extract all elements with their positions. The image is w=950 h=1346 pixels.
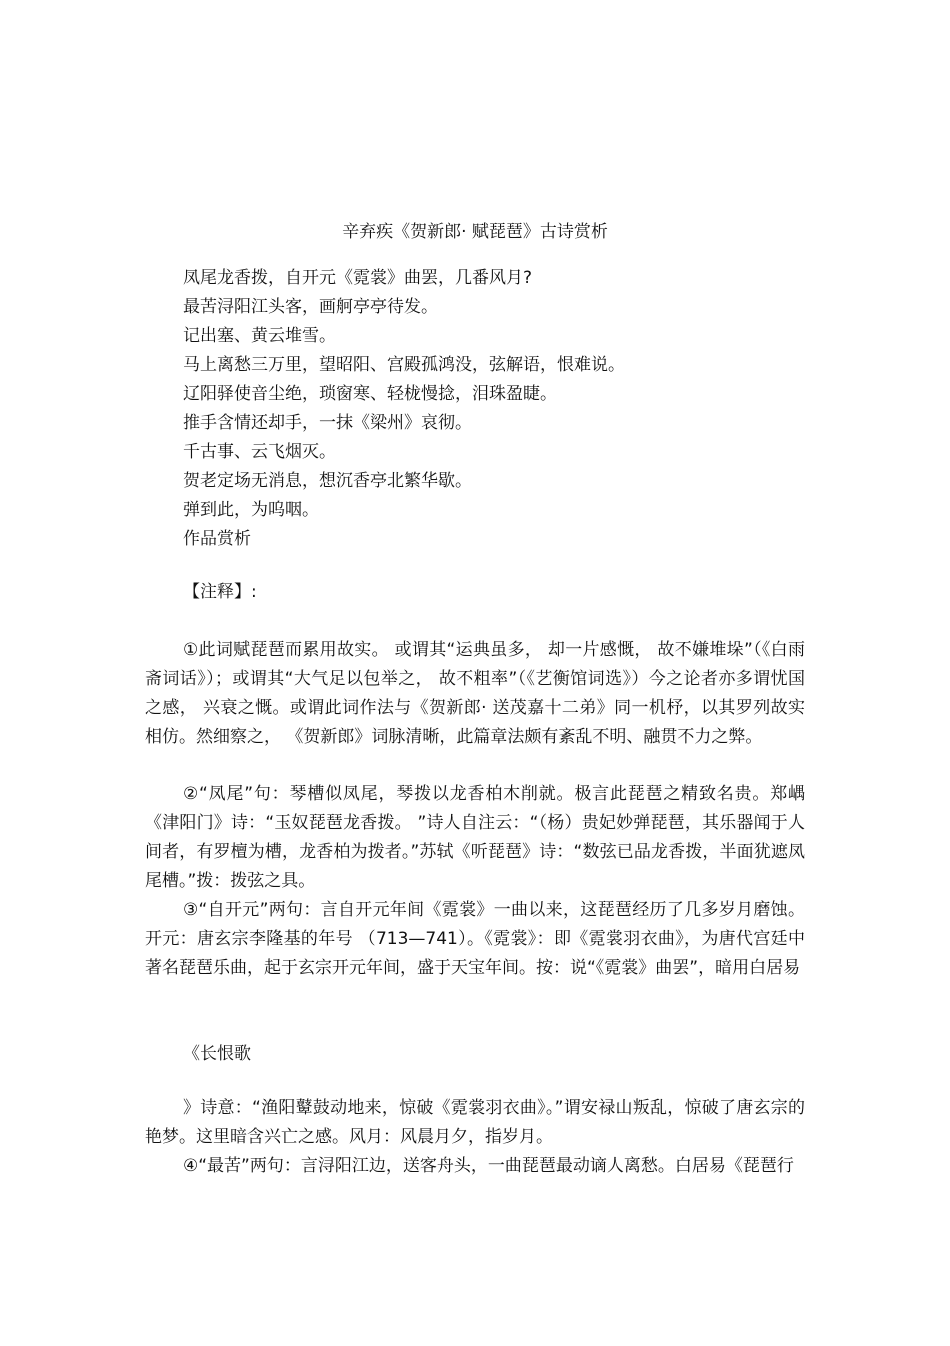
- poem-line: 弹到此，为呜咽。: [183, 500, 319, 520]
- poem-line: 最苦浔阳江头客，画舸亭亭待发。: [183, 297, 438, 317]
- poem-line: 马上离愁三万里，望昭阳、宫殿孤鸿没，弦解语，恨难说。: [183, 355, 625, 375]
- note-paragraph-2: ②“凤尾”句：琴槽似凤尾，琴拨以龙香柏木削就。极言此琵琶之精致名贵。郑嵎《津阳门》诗：“玉奴琵琶龙香拨。 ”诗人自注云：“（杨）贵妃妙弹琵琶，其乐器闻于人间者，有罗檀为槽，龙香柏为拨者。”苏轼《听琵琶》诗：“数弦已品龙香拨，半面犹遮凤尾槽。”拨：拨弦之具。: [145, 784, 805, 891]
- poem-line: 凤尾龙香拨，自开元《霓裳》曲罢，几番风月?: [183, 268, 533, 288]
- note-paragraph-1: ①此词赋琵琶而累用故实。 或谓其“运典虽多， 却一片感慨， 故不嫌堆垛”（《白雨斋词话》）；或谓其“大气足以包举之， 故不粗率”（《艺衡馆词选》）今之论者亦多谓忧国之感， 兴衰之慨。或谓此词作法与《贺新郎· 送茂嘉十二弟》同一机杼，以其罗列故实相仿。然细察之， 《贺新郎》词脉清晰，此篇章法颇有紊乱不明、融贯不力之弊。: [145, 640, 805, 747]
- section-heading-appreciation: 作品赏析: [183, 529, 251, 549]
- note-fragment-title: 《长恨歌: [183, 1044, 251, 1064]
- poem-line: 推手含情还却手，一抹《梁州》哀彻。: [183, 413, 472, 433]
- note-paragraph-4: ④“最苦”两句：言浔阳江边，送客舟头，一曲琵琶最动谪人离愁。白居易《琵琶行: [183, 1156, 794, 1176]
- poem-line: 记出塞、黄云堆雪。: [183, 326, 336, 346]
- poem-line: 千古事、云飞烟灭。: [183, 442, 336, 462]
- note-paragraph-3: ③“自开元”两句：言自开元年间《霓裳》一曲以来，这琵琶经历了几多岁月磨蚀。开元：唐玄宗李隆基的年号 （713—741）。《霓裳》：即《霓裳羽衣曲》，为唐代宫廷中著名琵琶乐曲，起于玄宗开元年间，盛于天宝年间。按：说“《霓裳》曲罢”，暗用白居易: [145, 900, 805, 978]
- poem-line: 贺老定场无消息，想沉香亭北繁华歇。: [183, 471, 472, 491]
- note-paragraph-3-continued: 》诗意：“渔阳鼙鼓动地来，惊破《霓裳羽衣曲》。”谓安禄山叛乱，惊破了唐玄宗的艳梦。这里暗含兴亡之感。风月：风晨月夕，指岁月。: [145, 1098, 805, 1147]
- poem-line: 辽阳驿使音尘绝，琐窗寒、轻栊慢捻，泪珠盈睫。: [183, 384, 557, 404]
- document-title: 辛弃疾《贺新郎· 赋琵琶》古诗赏析: [342, 222, 608, 242]
- poem-block: [183, 264, 823, 554]
- notes-heading: 【注释】:: [183, 582, 257, 602]
